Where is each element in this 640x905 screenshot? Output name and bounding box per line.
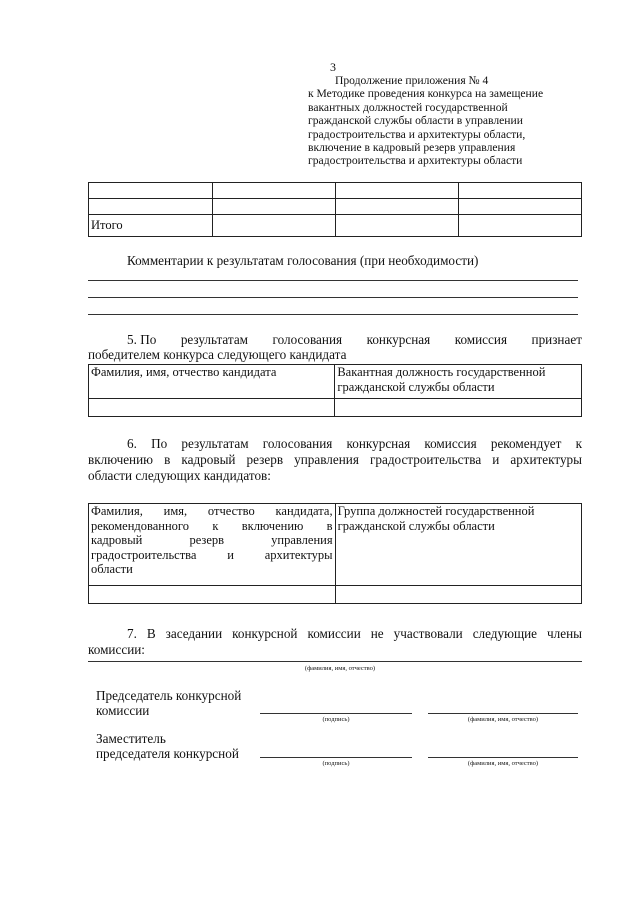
table-cell [213, 183, 336, 199]
header-line: Группа должностей государственной [337, 504, 535, 518]
header-line: к Методике проведения конкурса на замещение [308, 87, 544, 101]
header-line: градостроительства и архитектуры [91, 547, 333, 562]
table-cell [459, 199, 582, 215]
label-line: председателя конкурсной [96, 746, 239, 761]
header-line: градостроительства и архитектуры области, [308, 127, 526, 141]
comments-heading: Комментарии к результатам голосования (при необходимости) [127, 253, 479, 268]
appendix-header [308, 74, 578, 168]
header-line: гражданской службы области [337, 518, 495, 533]
winner-table [88, 364, 582, 417]
header-line: рекомендованного к включению в [91, 518, 333, 533]
header-line: области [91, 562, 133, 576]
table-cell [89, 199, 213, 215]
chairman-signature-line [260, 713, 412, 714]
header-line: гражданской службы области в управлении [308, 114, 523, 128]
comment-line [88, 280, 578, 281]
word: признает [531, 332, 582, 347]
votes-table [88, 182, 582, 237]
section6-line2: включению в кадровый резерв управления градостроительства и архитектуры [88, 452, 582, 467]
table-cell [459, 183, 582, 199]
page-number: 3 [330, 60, 336, 74]
section5-line2: победителем конкурса следующего кандидата [88, 347, 347, 362]
signature-caption: (подпись) [322, 716, 350, 723]
table-cell [335, 399, 582, 417]
section7-line1: 7. В заседании конкурсной комиссии не участвовали следующие члены [127, 626, 582, 641]
signature-caption: (подпись) [322, 760, 350, 767]
deputy-name-line [428, 757, 578, 758]
deputy-signature-line [260, 757, 412, 758]
header-line: Фамилия, имя, отчество кандидата, [91, 504, 333, 518]
absent-members-caption: (фамилия, имя, отчество) [304, 665, 376, 672]
table-cell [335, 586, 581, 604]
name-caption: (фамилия, имя, отчество) [467, 760, 539, 767]
table-cell [89, 586, 336, 604]
label-line: комиссии [96, 703, 150, 718]
table-cell [459, 215, 582, 237]
header-line: вакантных должностей государственной [308, 100, 508, 114]
section6-line1: 6. По результатам голосования конкурсная комиссия рекомендует к [127, 436, 582, 451]
header-line: Вакантная должность государственной [337, 365, 546, 379]
table-cell [336, 215, 459, 237]
table-cell [89, 183, 213, 199]
word: конкурсная [366, 332, 431, 347]
winner-position-header [335, 365, 582, 399]
name-caption: (фамилия, имя, отчество) [467, 716, 539, 723]
reserve-table [88, 503, 582, 604]
table-cell [336, 183, 459, 199]
comment-line [88, 314, 578, 315]
absent-members-line [88, 661, 582, 662]
word: результатам [180, 332, 249, 347]
deputy-label [96, 731, 239, 761]
word: голосования [272, 332, 343, 347]
comment-line [88, 297, 578, 298]
header-line: градостроительства и архитектуры области [308, 154, 523, 168]
header-line: гражданской службы области [337, 379, 495, 394]
word: 5. По [127, 332, 157, 347]
section5-line1 [127, 332, 582, 347]
label-line: Заместитель [96, 731, 166, 746]
section6-line3: области следующих кандидатов: [88, 468, 271, 483]
chairman-name-line [428, 713, 578, 714]
header-line: кадровый резерв управления [91, 533, 333, 547]
word: комиссия [454, 332, 508, 347]
table-cell [89, 399, 335, 417]
winner-name-header: Фамилия, имя, отчество кандидата [89, 365, 335, 399]
table-cell [213, 215, 336, 237]
chairman-label [96, 688, 241, 718]
header-line: включение в кадровый резерв управления [308, 141, 516, 155]
header-line: Продолжение приложения № 4 [335, 74, 489, 87]
reserve-name-header [89, 504, 336, 586]
table-cell [336, 199, 459, 215]
reserve-group-header [335, 504, 581, 586]
table-cell [213, 199, 336, 215]
total-label: Итого [89, 215, 213, 237]
section7-line2: комиссии: [88, 642, 145, 657]
label-line: Председатель конкурсной [96, 688, 242, 703]
